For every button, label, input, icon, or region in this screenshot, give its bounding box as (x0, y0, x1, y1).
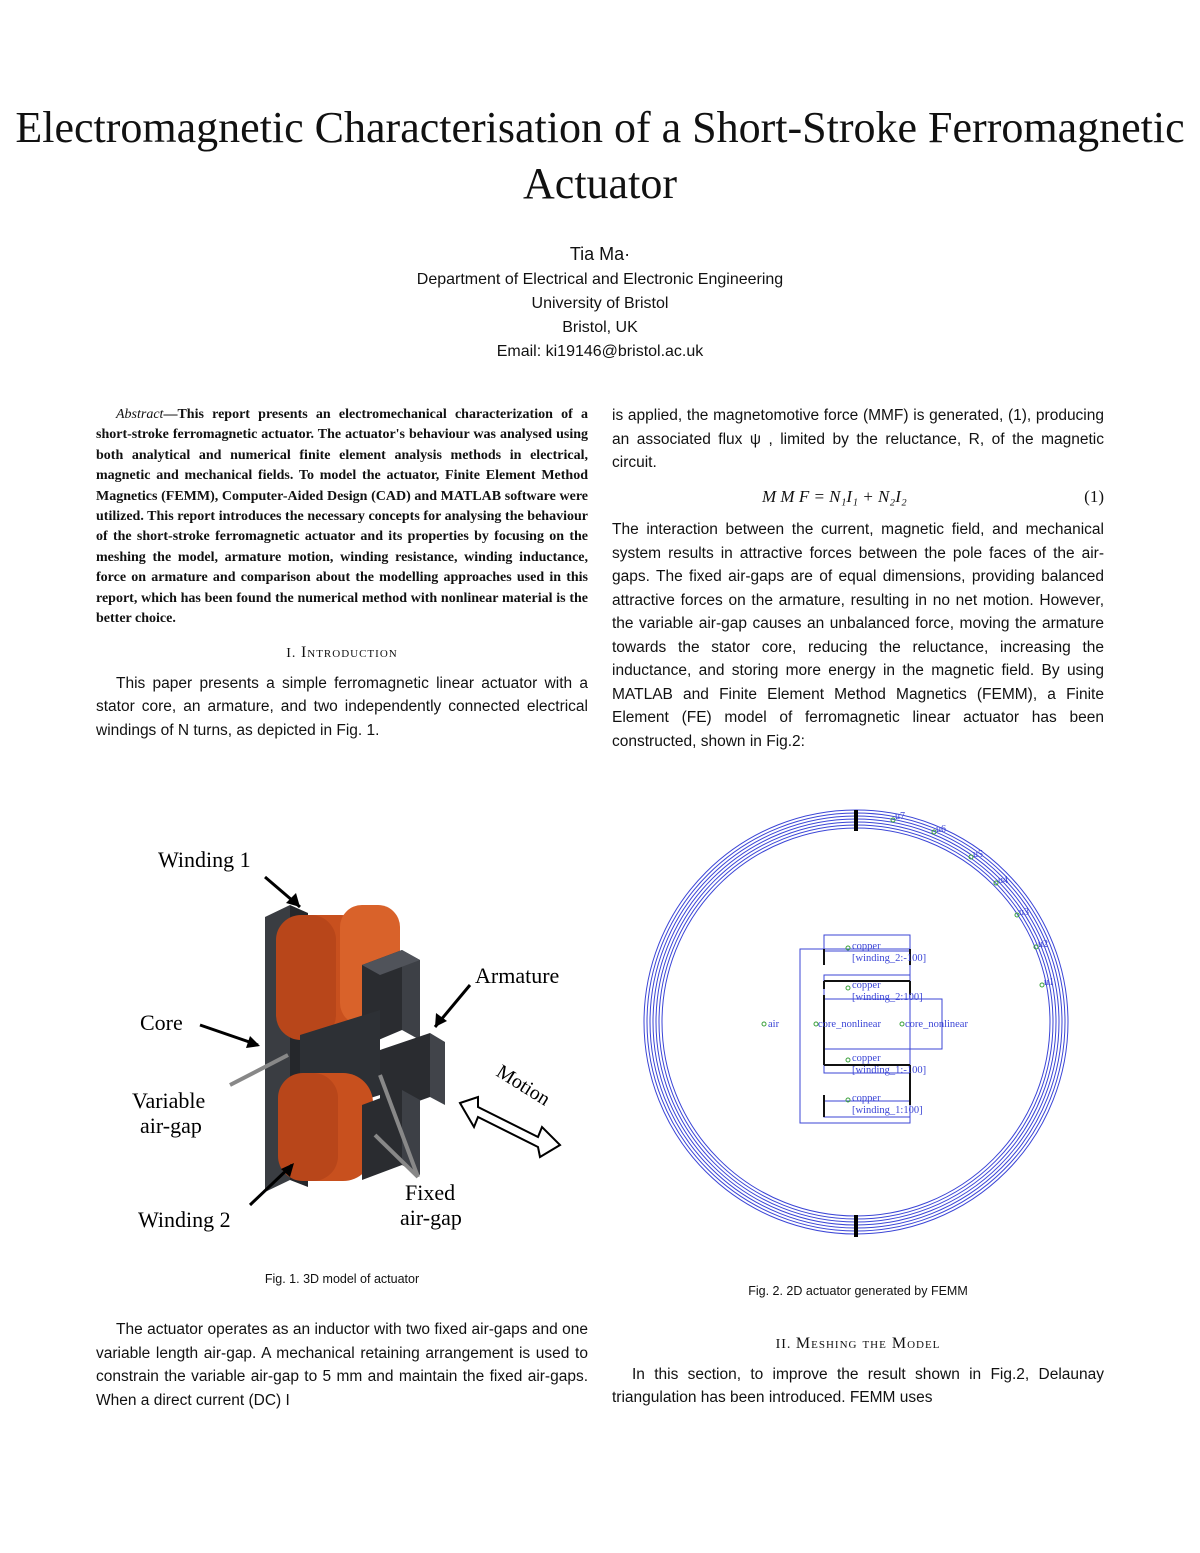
label-fixed: Fixed (405, 1180, 456, 1205)
abstract (96, 405, 588, 629)
left-column-bottom (96, 1318, 588, 1412)
section-2-title: Meshing the Model (795, 1335, 941, 1352)
armature-lower (362, 1090, 402, 1180)
abstract-text: —This report presents an electromechanical characterization of a short-stroke ferromagnetic actuator. The actuator's behaviour was analysed using both analytical and numerical finite element analysis methods in electrical, magnetic and mechanical fields. To model the actuator, Finite Element Method Magnetics (FEMM), Computer-Aided Design (CAD) and MATLAB software were utilized. This report introduces the necessary concepts for analysing the behaviour of the short-stroke ferromagnetic actuator and its properties by focusing on the meshing the model, armature motion, winding resistance, winding inductance, force on armature and comparison about the modelling approaches used in this report, which has been found the numerical method with nonlinear material is the better choice. (96, 407, 588, 627)
label-armature: Armature (475, 963, 560, 988)
femm-core-black-lines (824, 949, 910, 1117)
label-core: Core (140, 1010, 183, 1035)
equation-1-number: (1) (1084, 486, 1104, 506)
figure-1-caption: Fig. 1. 3D model of actuator (264, 1272, 420, 1286)
femm-label-winding-1: [winding_1:100] (852, 1105, 923, 1116)
label-variable-airgap: air-gap (140, 1113, 202, 1138)
figure-1 (100, 835, 590, 1255)
femm-label-copper-2: copper (852, 980, 881, 991)
node-u5: u5 (973, 849, 983, 860)
femm-label-winding-2: [winding_2:100] (852, 992, 923, 1003)
equation-1-math: M M F = N₁I₁ + N₂I₂ (762, 486, 907, 506)
section-1-number: I. (286, 646, 297, 662)
section-1-title: Introduction (300, 644, 398, 662)
author-name: Tia Ma· (569, 244, 631, 264)
right-column-top (612, 404, 1104, 753)
right-paragraph-2: The interaction between the current, magnetic field, and mechanical system results in attractive forces between the pole faces of the air-gaps. The fixed air-gaps are of equal dimensions, providing balanced attractive forces on the armature, resulting in no net motion. However, the variable air-gap causes an unbalanced force, moving the armature towards the stator core, reducing the reluctance, increasing the inductance, and storing more energy in the magnetic field. By using MATLAB and Finite Element Method Magnetics (FEMM), a Finite Element (FE) model of ferromagnetic linear actuator has been constructed, shown in Fig.2: (612, 521, 1104, 750)
author-location: Bristol, UK (562, 319, 638, 336)
left-column-top (96, 405, 588, 742)
right-paragraph-1: is applied, the magnetomotive force (MMF) is generated, (1), producing an associated flux ψ , limited by the reluctance, R, of the magnetic circuit. (612, 407, 1104, 471)
section-2-heading (612, 1332, 1104, 1357)
section-1-heading (96, 641, 588, 666)
figure-2 (640, 805, 1080, 1245)
femm-label-copper-3: copper (852, 1053, 881, 1064)
paper-title: Electromagnetic Characterisation of a Short-Stroke Ferromagnetic Actuator (15, 103, 1185, 208)
node-u3: u3 (1019, 907, 1029, 918)
femm-label-air: air (768, 1019, 780, 1030)
node-u2: u2 (1038, 939, 1048, 950)
abstract-label: Abstract (116, 407, 164, 422)
right-column-bottom (612, 1332, 1104, 1410)
label-winding-2: Winding 2 (138, 1207, 231, 1232)
node-u4: u4 (998, 875, 1008, 886)
femm-label-core-nonlinear-1: core_nonlinear (818, 1019, 881, 1030)
author-university: University of Bristol (531, 295, 669, 312)
node-u1: u1 (1044, 977, 1054, 988)
label-motion: Motion (492, 1060, 554, 1111)
node-u6: u6 (936, 824, 946, 835)
author-department: Department of Electrical and Electronic Engineering (416, 271, 784, 288)
label-fixed-airgap: air-gap (400, 1205, 462, 1230)
section-2-paragraph-1: In this section, to improve the result shown in Fig.2, Delaunay triangulation has been introduced. FEMM uses (612, 1365, 1104, 1406)
armature-bar-side (430, 1033, 445, 1105)
section-2-number: II. (775, 1337, 792, 1352)
femm-label-copper-1: copper (852, 941, 881, 952)
equation-1 (612, 485, 1104, 509)
figure-2-caption: Fig. 2. 2D actuator generated by FEMM (748, 1284, 968, 1298)
femm-label-winding-2-minus: [winding_2:-100] (852, 953, 927, 964)
femm-label-core-nonlinear-2: core_nonlinear (905, 1019, 968, 1030)
section-1-paragraph-1: This paper presents a simple ferromagnetic linear actuator with a stator core, an armature, and two independently connected electrical windings of N turns, as depicted in Fig. 1. (96, 674, 588, 739)
node-u7: u7 (895, 811, 905, 822)
femm-label-winding-1-minus: [winding_1:-100] (852, 1065, 927, 1076)
author-block (0, 240, 1200, 364)
author-email: Email: ki19146@bristol.ac.uk (496, 343, 704, 360)
femm-label-copper-4: copper (852, 1093, 881, 1104)
section-1-paragraph-2: The actuator operates as an inductor with two fixed air-gaps and one variable length air-gap. A mechanical retaining arrangement is used to constrain the variable air-gap to 5 mm and maintain the fixed air-gaps. When a direct current (DC) I (96, 1321, 588, 1409)
label-winding-1: Winding 1 (158, 847, 251, 872)
label-variable: Variable (132, 1088, 206, 1113)
